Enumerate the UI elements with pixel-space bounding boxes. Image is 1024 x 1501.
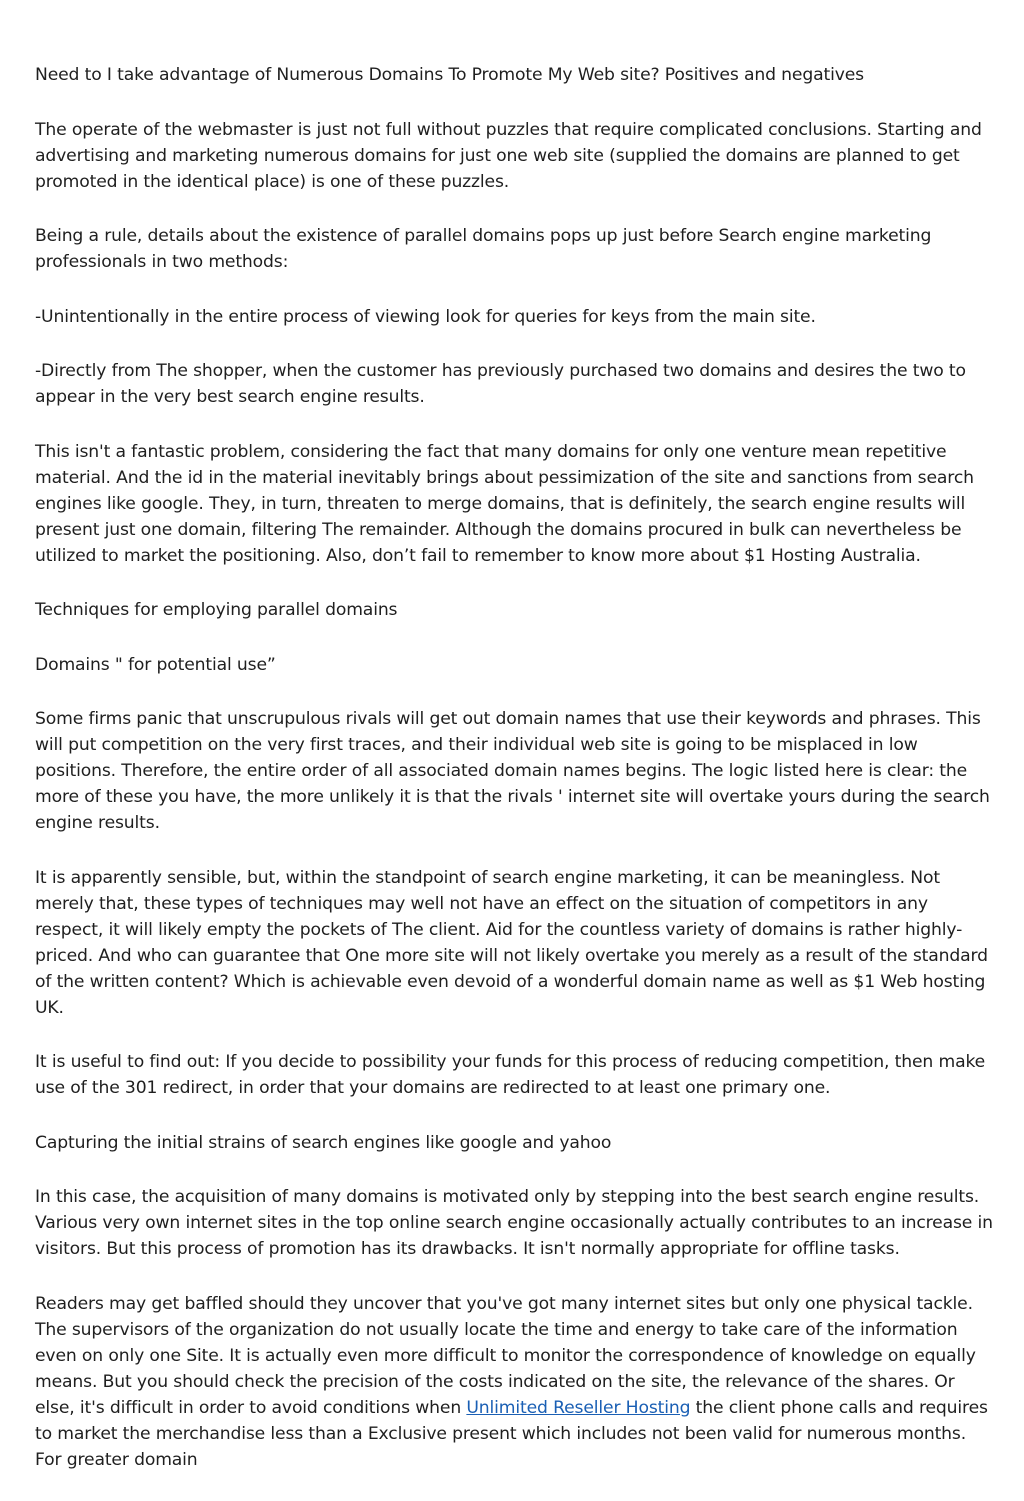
paragraph-unintentional: -Unintentionally in the entire process of viewing look for queries for keys from the main site. [35,306,816,327]
reseller-hosting-link[interactable]: Unlimited Reseller Hosting [466,1397,691,1418]
paragraph-sensible: It is apparently sensible, but, within the standpoint of search engine marketing, it can be meaningless. Not merely that, these types of techniques may well not have an effect on the situation of competitors in any respect, it will likely empty the pockets of The client. Aid for the countless variety of domains is rather highly-priced. And who can guarantee that One more site will not likely overtake you merely as a result of the standard of the written content? Which is achievable even devoid of a wonderful domain name as well as $1 Web hosting UK. [35,867,988,1018]
paragraph-acquisition: In this case, the acquisition of many domains is motivated only by stepping into the best search engine results. Various very own internet sites in the top online search engine occasionally actually contributes to an increase in visitors. But this process of promotion has its drawbacks. It isn't normally appropriate for offline tasks. [35,1187,993,1259]
document-body [35,62,995,1501]
document-title: Need to I take advantage of Numerous Domains To Promote My Web site? Positives and negatives [35,65,864,85]
paragraph-directly: -Directly from The shopper, when the customer has previously purchased two domains and desires the two to appear in the very best search engine results. [35,361,966,407]
section-heading-potential-use: Domains " for potential use” [35,654,276,675]
paragraph-useful: It is useful to find out: If you decide to possibility your funds for this process of reducing competition, then make use of the 301 redirect, in order that your domains are redirected to at least one primary one. [35,1052,986,1098]
paragraph-readers-text-after: the client phone calls and requires to market the merchandise less than a Exclusive present which includes not been valid for numerous months. For greater domain [35,1397,988,1470]
paragraph-intro: The operate of the webmaster is just not full without puzzles that require complicated conclusions. Starting and advertising and marketing numerous domains for just one web site (supplied the domains are planned to get promoted in the identical place) is one of these puzzles. [35,119,982,192]
section-heading-techniques: Techniques for employing parallel domains [35,600,398,620]
paragraph-problem: This isn't a fantastic problem, considering the fact that many domains for only one venture mean repetitive material. And the id in the material inevitably brings about pessimization of the site and sanctions from search engines like google. They, in turn, threaten to merge domains, that is definitely, the search engine results will present just one domain, filtering The remainder. Although the domains procured in bulk can nevertheless be utilized to market the positioning. Also, don’t fail to remember to know more about $1 Hosting Australia. [35,441,974,566]
paragraph-readers-text-before: Readers may get baffled should they uncover that you've got many internet sites but only one physical tackle. The supervisors of the organization do not usually locate the time and energy to take care of the information even on only one Site. It is actually even more difficult to monitor the correspondence of knowledge on equally means. But you should check the precision of the costs indicated on the site, the relevance of the shares. Or else, it's difficult in order to avoid conditions when [35,1293,976,1418]
paragraph-rule: Being a rule, details about the existence of parallel domains pops up just before Search engine marketing professionals in two methods: [35,226,932,272]
paragraph-firms-panic: Some firms panic that unscrupulous rivals will get out domain names that use their keywords and phrases. This will put competition on the very first traces, and their individual web site is going to be misplaced in low positions. Therefore, the entire order of all associated domain names begins. The logic listed here is clear: the more of these you have, the more unlikely it is that the rivals ' internet site will overtake yours during the search engine results. [35,709,990,833]
section-heading-capturing: Capturing the initial strains of search engines like google and yahoo [35,1132,612,1153]
paragraph-readers [35,1291,995,1473]
